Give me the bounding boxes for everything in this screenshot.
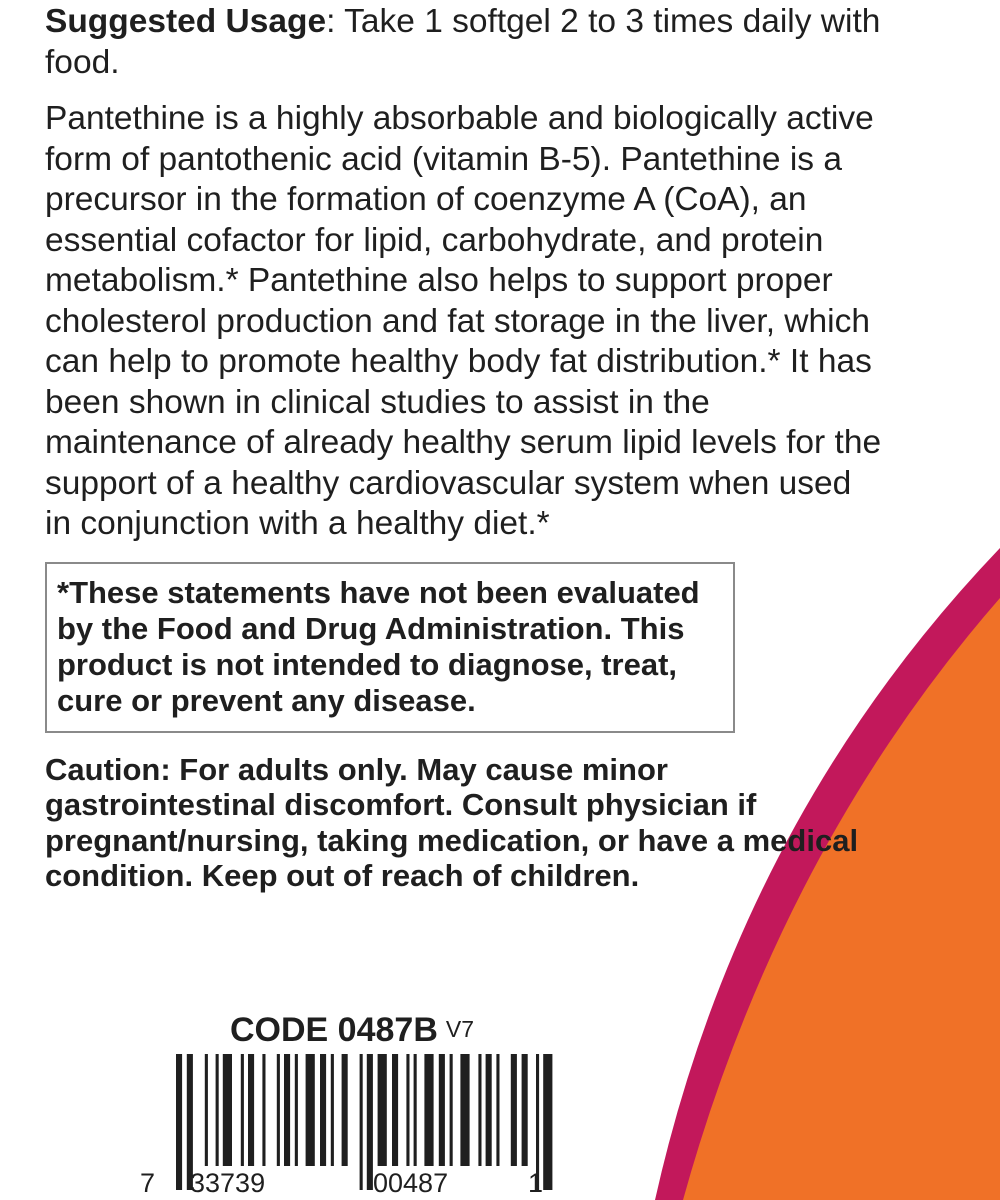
- barcode-bar: [414, 1054, 417, 1166]
- barcode-bar: [216, 1054, 219, 1166]
- barcode-bar: [277, 1054, 280, 1166]
- barcode-bar: [367, 1054, 373, 1190]
- barcode-bar: [378, 1054, 387, 1166]
- version-label: V7: [445, 1016, 475, 1042]
- caution-text: Caution: For adults only. May cause minor gastrointestinal discomfort. Consult physician if pregnant/nursing, taking medication, or have a medical condition. Keep out of reach of children.: [45, 751, 859, 893]
- suggested-usage: [45, 2, 885, 83]
- barcode-bar: [241, 1054, 244, 1166]
- product-code: [230, 1011, 474, 1050]
- barcode-bar: [331, 1054, 334, 1166]
- barcode-bar: [424, 1054, 433, 1166]
- barcode-bar: [406, 1054, 409, 1166]
- barcode-left-group: 33739: [190, 1168, 266, 1198]
- usage-heading: Suggested Usage: [45, 3, 327, 40]
- usage-text: : Take 1 softgel 2 to 3 times daily with food.: [45, 3, 881, 81]
- barcode-bar: [522, 1054, 528, 1166]
- barcode-right-group: 00487: [373, 1168, 449, 1198]
- barcode-bar: [511, 1054, 517, 1166]
- barcode-bar: [320, 1054, 326, 1166]
- barcode-bar: [486, 1054, 492, 1166]
- barcode-bar: [223, 1054, 232, 1166]
- fda-disclaimer-box: *These statements have not been evaluated by the Food and Drug Administration. This product is not intended to diagnose, treat, cure or prevent any disease.: [45, 562, 735, 733]
- barcode-bar: [284, 1054, 290, 1166]
- barcode-bar: [205, 1054, 208, 1166]
- barcode-bar: [342, 1054, 348, 1166]
- barcode-bar: [176, 1054, 182, 1190]
- barcode-bar: [360, 1054, 363, 1190]
- barcode-bar: [450, 1054, 453, 1166]
- barcode: [140, 1054, 600, 1200]
- barcode-bar: [248, 1054, 254, 1166]
- barcode-bar: [478, 1054, 481, 1166]
- barcode-digit-first: 7: [140, 1168, 156, 1198]
- barcode-bar: [392, 1054, 398, 1166]
- barcode-bar: [496, 1054, 499, 1166]
- barcode-bar: [295, 1054, 298, 1166]
- label-text-area: [45, 0, 885, 894]
- code-number: CODE 0487B: [230, 1011, 438, 1049]
- barcode-bar: [306, 1054, 315, 1166]
- barcode-bar: [262, 1054, 265, 1166]
- barcode-bar: [439, 1054, 445, 1166]
- barcode-digit-last: 1: [528, 1168, 544, 1198]
- product-description: Pantethine is a highly absorbable and biologically active form of pantothenic acid (vitamin B-5). Pantethine is a precursor in the formation of coenzyme A (CoA), an essential cofactor for lipid, carbohydrate, and protein metabolism.* Pantethine also helps to support proper cholesterol production and fat storage in the liver, which can help to promote healthy body fat distribution.* It has been shown in clinical studies to assist in the maintenance of already healthy serum lipid levels for the support of a healthy cardiovascular system when used in conjunction with a healthy diet.*: [45, 100, 882, 542]
- barcode-bar: [460, 1054, 469, 1166]
- barcode-bar: [543, 1054, 552, 1190]
